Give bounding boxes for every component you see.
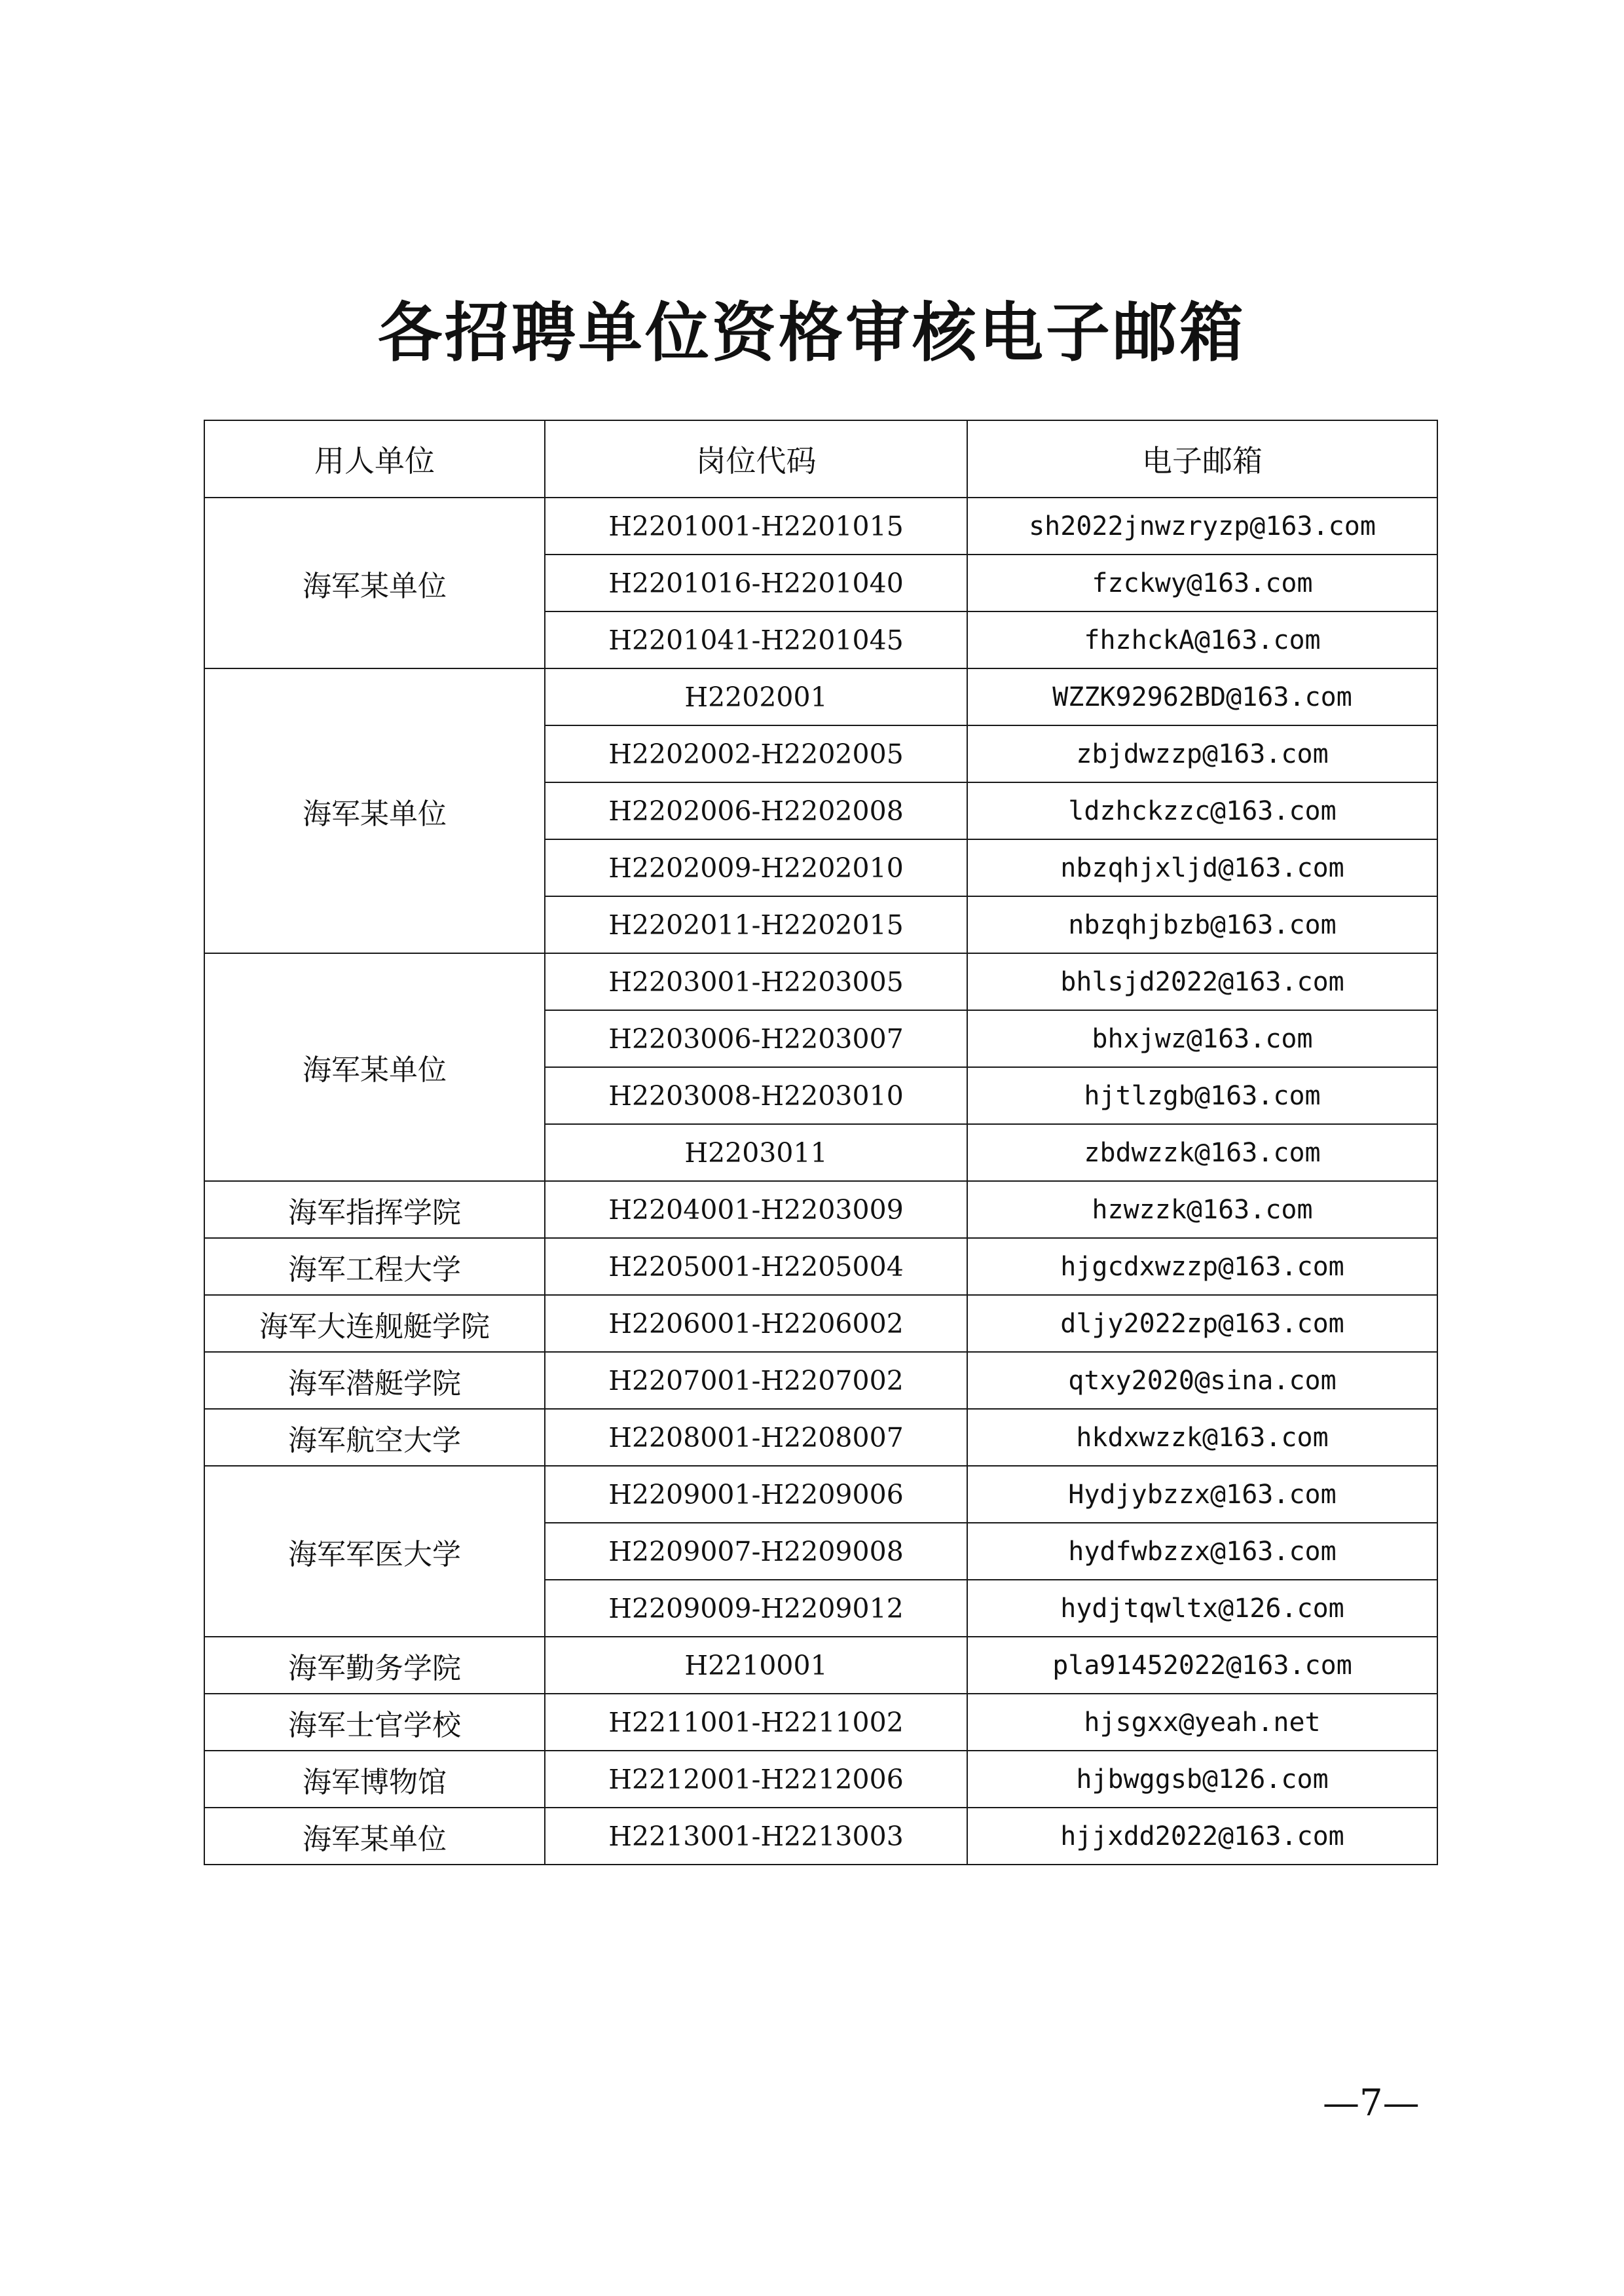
code-cell: H2213001-H2213003 <box>545 1808 967 1865</box>
code-cell: H2208001-H2208007 <box>545 1409 967 1466</box>
email-cell: nbzqhjbzb@163.com <box>967 896 1437 953</box>
code-cell: H2209007-H2209008 <box>545 1523 967 1580</box>
code-cell: H2202001 <box>545 668 967 725</box>
email-cell: zbjdwzzp@163.com <box>967 725 1437 782</box>
table-row <box>204 1352 1437 1409</box>
unit-cell: 海军某单位 <box>204 498 545 668</box>
unit-cell: 海军工程大学 <box>204 1238 545 1295</box>
code-cell: H2201001-H2201015 <box>545 498 967 555</box>
unit-cell: 海军大连舰艇学院 <box>204 1295 545 1352</box>
unit-cell: 海军某单位 <box>204 1808 545 1865</box>
email-cell: zbdwzzk@163.com <box>967 1124 1437 1181</box>
code-cell: H2210001 <box>545 1637 967 1694</box>
table-row <box>204 1181 1437 1238</box>
table-header-row <box>204 420 1437 498</box>
email-cell: hydfwbzzx@163.com <box>967 1523 1437 1580</box>
table-row <box>204 1409 1437 1466</box>
unit-cell: 海军指挥学院 <box>204 1181 545 1238</box>
code-cell: H2203006-H2203007 <box>545 1010 967 1067</box>
email-cell: nbzqhjxljd@163.com <box>967 839 1437 896</box>
email-cell: ldzhckzzc@163.com <box>967 782 1437 839</box>
email-cell: pla91452022@163.com <box>967 1637 1437 1694</box>
table-row <box>204 1637 1437 1694</box>
code-cell: H2203001-H2203005 <box>545 953 967 1010</box>
page-number: —7— <box>1323 2082 1420 2124</box>
table-row <box>204 498 1437 555</box>
table-row <box>204 1238 1437 1295</box>
email-cell: hzwzzk@163.com <box>967 1181 1437 1238</box>
code-cell: H2212001-H2212006 <box>545 1751 967 1808</box>
code-cell: H2202006-H2202008 <box>545 782 967 839</box>
code-cell: H2202009-H2202010 <box>545 839 967 896</box>
table-row <box>204 1808 1437 1865</box>
table-row <box>204 668 1437 725</box>
unit-cell: 海军某单位 <box>204 953 545 1181</box>
header-email: 电子邮箱 <box>967 420 1437 498</box>
code-cell: H2209009-H2209012 <box>545 1580 967 1637</box>
code-cell: H2207001-H2207002 <box>545 1352 967 1409</box>
unit-cell: 海军某单位 <box>204 668 545 953</box>
unit-cell: 海军博物馆 <box>204 1751 545 1808</box>
unit-cell: 海军潜艇学院 <box>204 1352 545 1409</box>
code-cell: H2205001-H2205004 <box>545 1238 967 1295</box>
email-cell: hydjtqwltx@126.com <box>967 1580 1437 1637</box>
email-cell: bhlsjd2022@163.com <box>967 953 1437 1010</box>
email-cell: fzckwy@163.com <box>967 555 1437 611</box>
email-cell: WZZK92962BD@163.com <box>967 668 1437 725</box>
table-row <box>204 953 1437 1010</box>
email-cell: hjtlzgb@163.com <box>967 1067 1437 1124</box>
email-cell: Hydjybzzx@163.com <box>967 1466 1437 1523</box>
code-cell: H2202011-H2202015 <box>545 896 967 953</box>
table-body <box>204 498 1437 1865</box>
code-cell: H2201016-H2201040 <box>545 555 967 611</box>
email-cell: sh2022jnwzryzp@163.com <box>967 498 1437 555</box>
table-row <box>204 1751 1437 1808</box>
unit-cell: 海军士官学校 <box>204 1694 545 1751</box>
code-cell: H2209001-H2209006 <box>545 1466 967 1523</box>
unit-cell: 海军军医大学 <box>204 1466 545 1637</box>
table-row <box>204 1295 1437 1352</box>
code-cell: H2211001-H2211002 <box>545 1694 967 1751</box>
code-cell: H2203008-H2203010 <box>545 1067 967 1124</box>
table-row <box>204 1694 1437 1751</box>
code-cell: H2206001-H2206002 <box>545 1295 967 1352</box>
table-row <box>204 1466 1437 1523</box>
email-cell: hjjxdd2022@163.com <box>967 1808 1437 1865</box>
email-cell: dljy2022zp@163.com <box>967 1295 1437 1352</box>
unit-cell: 海军勤务学院 <box>204 1637 545 1694</box>
email-table <box>204 420 1438 1865</box>
email-cell: qtxy2020@sina.com <box>967 1352 1437 1409</box>
email-cell: hjsgxx@yeah.net <box>967 1694 1437 1751</box>
email-cell: hjgcdxwzzp@163.com <box>967 1238 1437 1295</box>
header-code: 岗位代码 <box>545 420 967 498</box>
email-cell: bhxjwz@163.com <box>967 1010 1437 1067</box>
email-cell: fhzhckA@163.com <box>967 611 1437 668</box>
email-cell: hjbwggsb@126.com <box>967 1751 1437 1808</box>
header-unit: 用人单位 <box>204 420 545 498</box>
document-title: 各招聘单位资格审核电子邮箱 <box>377 295 1246 371</box>
email-cell: hkdxwzzk@163.com <box>967 1409 1437 1466</box>
code-cell: H2202002-H2202005 <box>545 725 967 782</box>
code-cell: H2201041-H2201045 <box>545 611 967 668</box>
unit-cell: 海军航空大学 <box>204 1409 545 1466</box>
code-cell: H2203011 <box>545 1124 967 1181</box>
code-cell: H2204001-H2203009 <box>545 1181 967 1238</box>
